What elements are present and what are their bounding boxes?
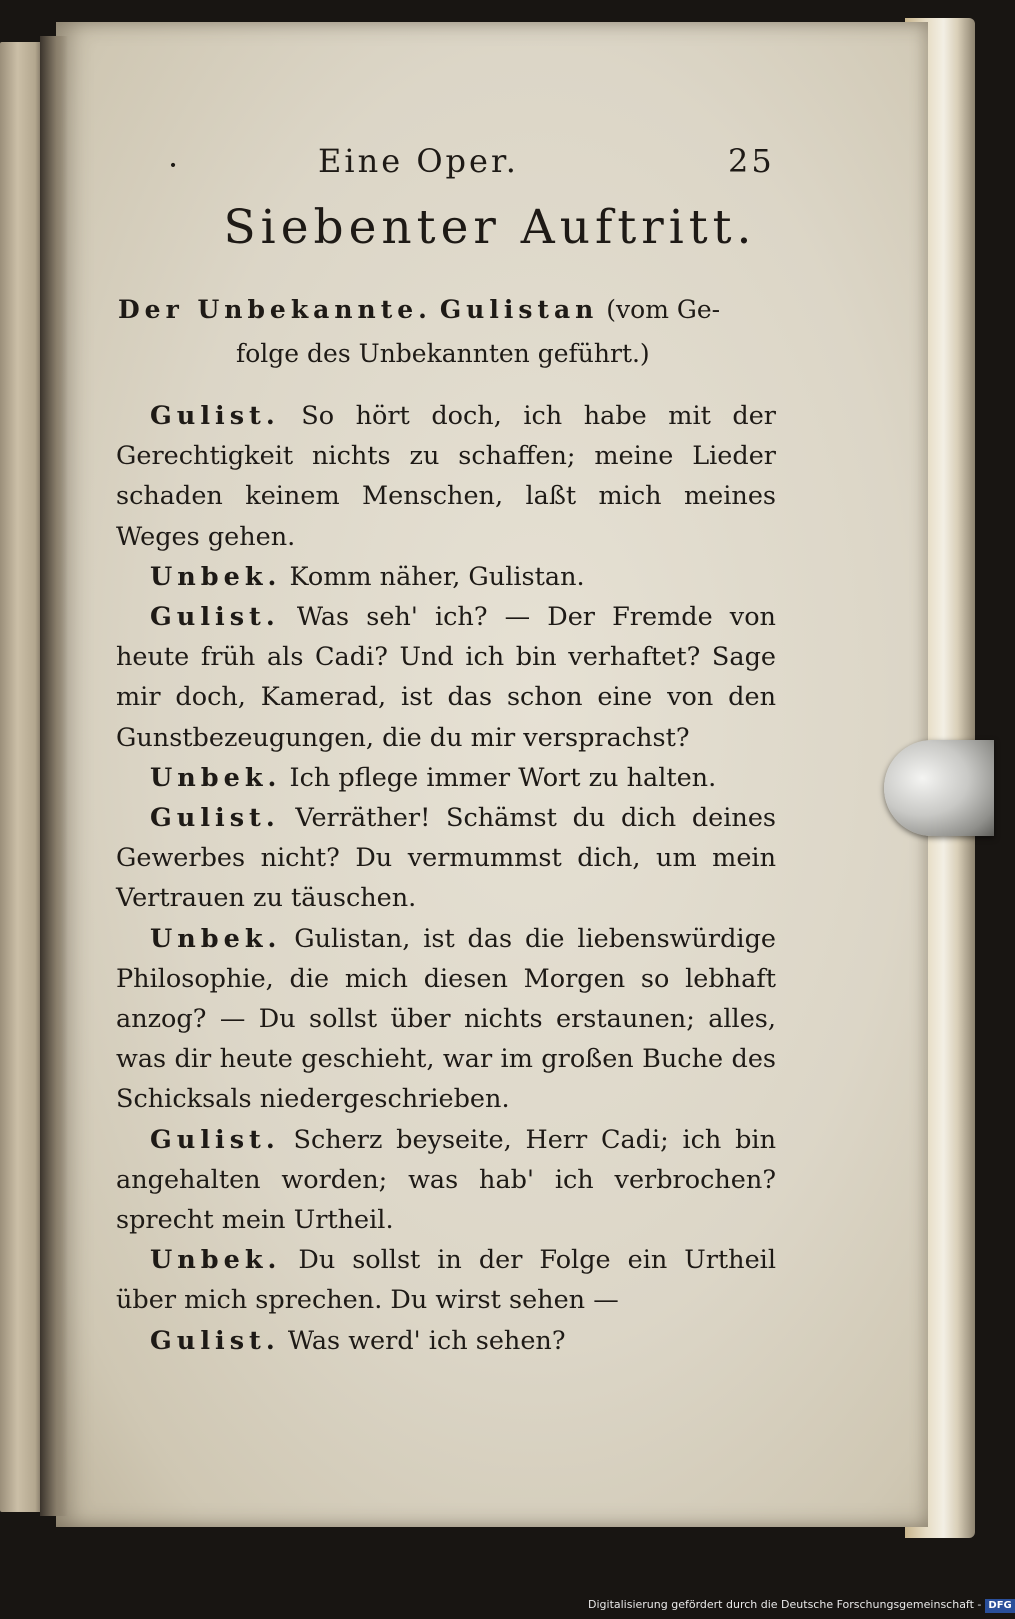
speech-text: Du sollst in der Folge ein Urtheil über mich sprechen. Du wirst sehen —: [116, 1245, 776, 1316]
speech-8: [116, 1240, 776, 1320]
speaker: Gulist.: [150, 1124, 280, 1155]
speaker: Gulist.: [150, 1325, 280, 1356]
speaker: Gulist.: [150, 803, 280, 834]
speech-text: Ich pflege immer Wort zu halten.: [289, 762, 717, 793]
speaker: Unbek.: [150, 1245, 282, 1276]
speaker: Gulist.: [150, 401, 280, 431]
footer-text: Digitalisierung gefördert durch die Deutsche Forschungsgemeinschaft -: [588, 1598, 982, 1611]
speech-text: Verräther! Schämst du dich deines Gewerbes nicht? Du vermummst dich, um mein Vertrauen zu täuschen.: [116, 803, 776, 914]
speech-2: [116, 557, 776, 597]
scene-title: Siebenter Auftritt.: [223, 200, 757, 255]
running-head-dot: ·: [168, 146, 182, 184]
cast-note-continued: folge des Unbekannten geführt.): [236, 339, 650, 368]
page-number: 25: [728, 142, 775, 180]
speaker: Gulist.: [150, 602, 280, 633]
dialogue: [116, 396, 776, 1361]
dfg-logo: DFG: [985, 1599, 1014, 1613]
cast-list: [118, 288, 808, 376]
funding-footer: [588, 1598, 1015, 1618]
running-title: Eine Oper.: [318, 142, 519, 180]
speaker: Unbek.: [150, 762, 282, 793]
speech-3: [116, 597, 776, 758]
left-page-edge: [0, 42, 44, 1512]
speaker: Unbek.: [150, 923, 282, 954]
cast-name-unbekannte: Der Unbekannte.: [118, 295, 432, 324]
speech-1: [116, 396, 776, 557]
speech-9: [116, 1321, 776, 1361]
speech-4: [116, 758, 776, 798]
speaker: Unbek.: [150, 561, 282, 592]
speech-text: Gulistan, ist das die liebenswürdige Philosophie, die mich diesen Morgen so lebhaft anzog? — Du sollst über nichts erstaunen; alles, was dir heute geschieht, war im großen Buche des Schicksals niedergeschrieben.: [116, 923, 776, 1115]
speech-text: Was seh' ich? — Der Fremde von heute früh als Cadi? Und ich bin verhaftet? Sage mir doch, Kamerad, ist das schon eine von den Gunstbezeugungen, die du mir versprachst?: [116, 602, 776, 753]
speech-5: [116, 798, 776, 919]
speech-text: Scherz beyseite, Herr Cadi; ich bin angehalten worden; was hab' ich verbrochen? sprecht mein Urtheil.: [116, 1124, 776, 1236]
speech-6: [116, 919, 776, 1120]
speech-text: So hört doch, ich habe mit der Gerechtigkeit nichts zu schaffen; meine Lieder schaden keinem Menschen, laßt mich meines Weges gehen.: [116, 401, 776, 552]
book-gutter: [40, 36, 68, 1516]
running-head: [60, 142, 920, 192]
page-clip: [884, 740, 994, 836]
cast-note: (vom Ge-: [606, 295, 721, 324]
speech-text: Was werd' ich sehen?: [287, 1325, 566, 1356]
cast-name-gulistan: Gulistan: [439, 295, 599, 324]
speech-7: [116, 1120, 776, 1241]
speech-text: Komm näher, Gulistan.: [289, 561, 585, 592]
